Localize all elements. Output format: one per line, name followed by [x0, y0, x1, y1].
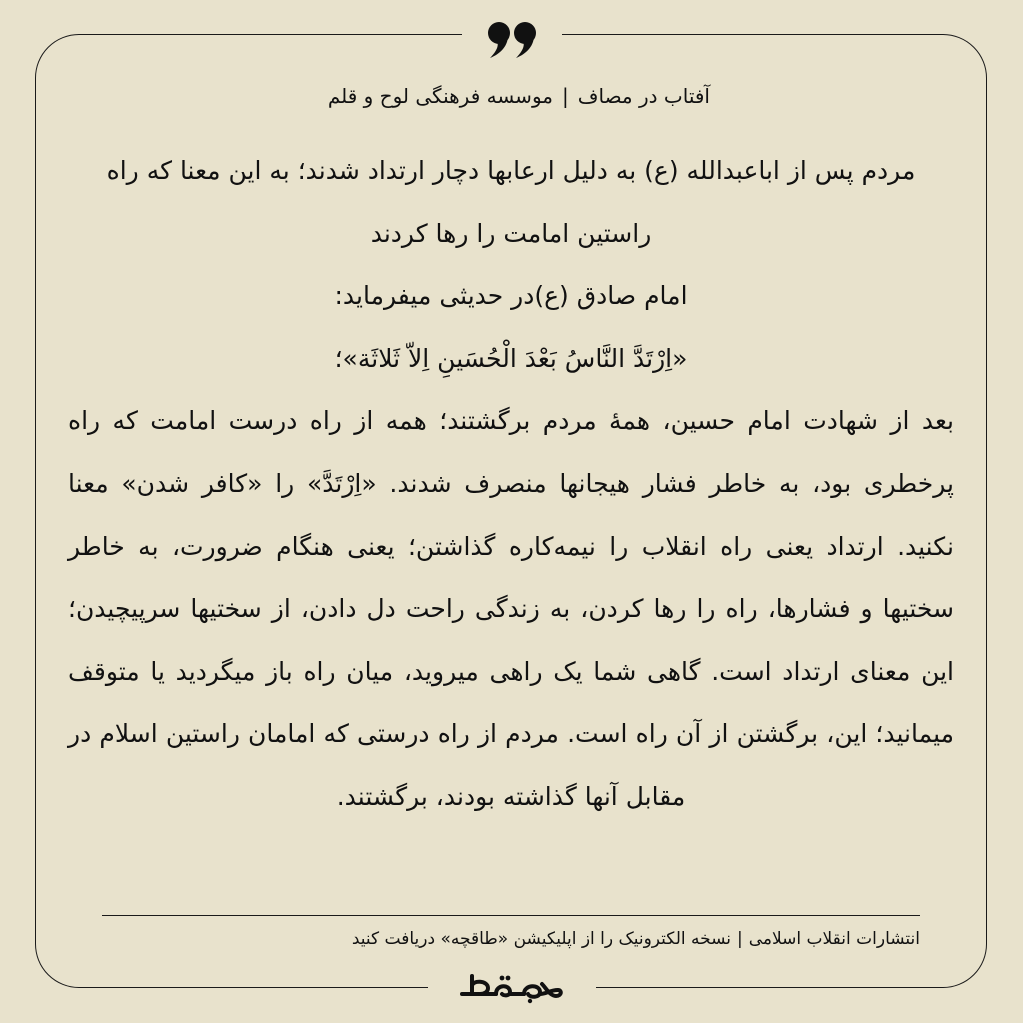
publisher-name: موسسه فرهنگی لوح و قلم	[327, 84, 553, 108]
book-title: آفتاب در مصاف	[577, 84, 710, 108]
paragraph-1: مردم پس از اباعبدالله (ع) به دلیل ارعابها دچار ارتداد شدند؛ به این معنا که راه راستین امامت را رها کردند	[106, 156, 916, 248]
page-footer	[100, 924, 920, 954]
footer-separator: |	[737, 929, 743, 949]
footer-divider	[102, 915, 920, 916]
header-separator: |	[562, 84, 569, 108]
footer-publisher: انتشارات انقلاب اسلامی	[748, 929, 920, 949]
taaghche-logo-icon	[458, 970, 566, 1004]
quote-body	[68, 140, 954, 829]
paragraph-2: امام صادق (ع)در حدیثی میفرماید:	[334, 281, 688, 311]
paragraph-main: بعد از شهادت امام حسین، همهٔ مردم برگشتند؛ همه از راه درست امامت که راه پرخطری بود، به خاطر فشار هیجانها منصرف شدند. «اِرْتَدَّ» را «کافر شدن» معنا نکنید. ارتداد یعنی راه انقلاب را نیمه‌کاره گذاشتن؛ یعنی هنگام ضرورت، به خاطر سختیها و فشارها، راه را رها کردن، به زندگی راحت دل دادن، از سختیها سرپیچیدن؛ این معنای ارتداد است. گاهی شما یک راهی میروید، میان راه باز میگردید یا متوقف میمانید؛ این، برگشتن از آن راه است. مردم از راه درستی که امامان راستین اسلام در مقابل آنها گذاشته بودند، برگشتند.	[68, 406, 954, 811]
page-header	[200, 80, 710, 112]
hadith-quote: «اِرْتَدَّ النَّاسُ بَعْدَ الْحُسَینِ اِلاّ ثَلاثَة»؛	[334, 343, 688, 373]
quote-icon	[484, 20, 540, 60]
footer-note: نسخه الکترونیک را از اپلیکیشن «طاقچه» دریافت کنید	[351, 929, 731, 949]
